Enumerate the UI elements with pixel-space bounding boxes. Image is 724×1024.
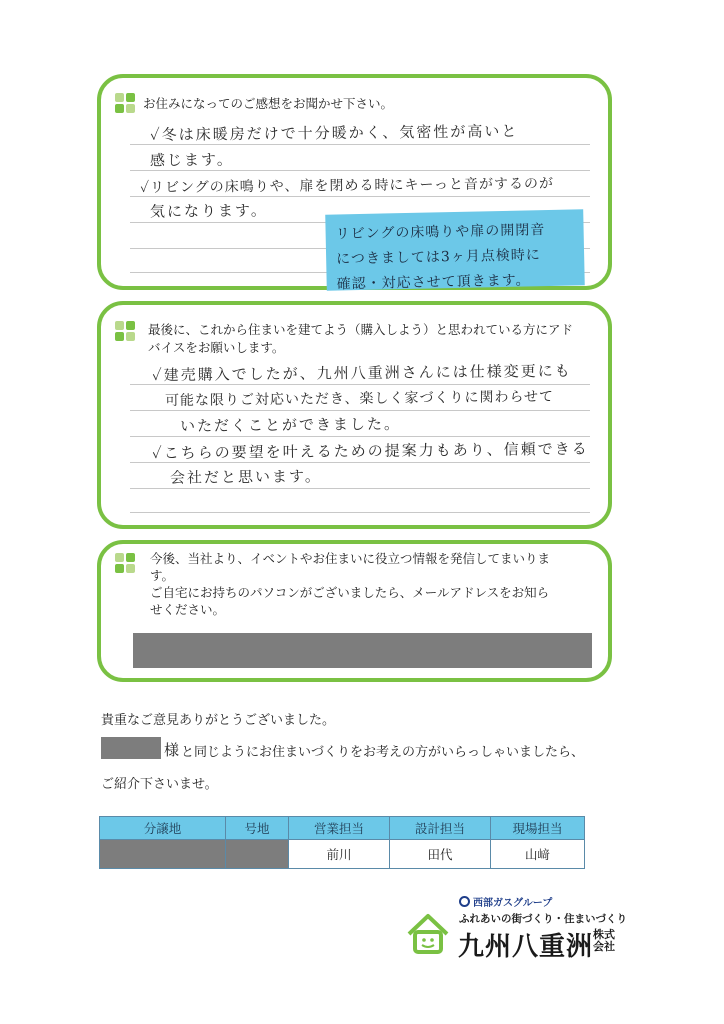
answer-rule <box>130 170 590 171</box>
clover-squares-icon <box>115 321 137 343</box>
answer-rule <box>130 436 590 437</box>
impressions-question: お住みになってのご感想をお聞かせ下さい。 <box>143 96 394 111</box>
handwritten-answer-line: ✓建売購入でしたが、九州八重洲さんには仕様変更にも <box>151 361 572 385</box>
design-staff: 田代 <box>390 840 491 869</box>
clover-squares-icon <box>115 553 137 575</box>
handwritten-answer-line: いただくことができました。 <box>179 414 402 436</box>
note-line: リビングの床鳴りや扉の開閉音 <box>335 222 546 243</box>
answer-rule <box>130 488 590 489</box>
newsletter-line: ご自宅にお持ちのパソコンがございましたら、メールアドレスをお知ら <box>150 585 550 600</box>
staff-table-row <box>100 840 585 869</box>
sticky-note-response <box>325 209 585 293</box>
lot-number-redaction <box>226 840 289 869</box>
answer-rule <box>130 512 590 513</box>
question-line: バイスをお願いします。 <box>148 340 285 355</box>
header-lot-number: 号地 <box>226 817 289 840</box>
handwritten-answer-line: ✓こちらの要望を叶えるための提案力もあり、信頼できる <box>151 439 589 463</box>
lot-redaction <box>100 840 226 869</box>
group-name: 西部ガスグループ <box>459 894 552 909</box>
staff-table <box>99 816 585 869</box>
sales-staff: 前川 <box>289 840 390 869</box>
newsletter-line: 今後、当社より、イベントやお住まいに役立つ情報を発信してまいりま <box>150 551 551 566</box>
header-lot: 分譲地 <box>100 817 226 840</box>
newsletter-line: せください。 <box>150 602 226 617</box>
handwritten-answer-line: 感じます。 <box>149 150 234 170</box>
site-staff: 山﨑 <box>491 840 585 869</box>
referral-request: ご紹介下さいませ。 <box>101 777 218 792</box>
note-line: 確認・対応させて頂きます。 <box>336 272 531 293</box>
brand-slogan: ふれあいの街づくり・住まいづくり <box>459 913 627 925</box>
advice-question <box>148 321 573 357</box>
handwritten-answer-line: ✓リビングの床鳴りや、扉を閉める時にキーっと音がするのが <box>139 175 555 197</box>
honorific-text: 様 <box>164 741 180 759</box>
clover-squares-icon <box>115 93 137 115</box>
company-suffix: 株式会社 <box>593 928 615 953</box>
note-line: につきましては3ヶ月点検時に <box>336 247 541 268</box>
newsletter-text <box>150 550 550 618</box>
question-line: 最後に、これから住まいを建てよう（購入しよう）と思われている方にアド <box>148 322 574 337</box>
staff-table-header-row <box>100 817 585 840</box>
name-redaction <box>101 737 161 759</box>
referral-text: と同じようにお住まいづくりをお考えの方がいらっしゃいましたら、 <box>181 745 585 760</box>
header-site: 現場担当 <box>491 817 585 840</box>
header-design: 設計担当 <box>390 817 491 840</box>
house-smile-logo-icon <box>405 912 451 956</box>
handwritten-answer-line: 気になります。 <box>149 201 268 221</box>
saibu-gas-logo-icon <box>459 896 470 907</box>
header-sales: 営業担当 <box>289 817 390 840</box>
email-redaction <box>133 633 592 668</box>
thanks-text: 貴重なご意見ありがとうございました。 <box>101 713 336 728</box>
newsletter-line: す。 <box>150 568 175 583</box>
answer-rule <box>130 410 590 411</box>
handwritten-answer-line: 会社だと思います。 <box>169 467 322 487</box>
handwritten-answer-line: 可能な限りご対応いただき、楽しく家づくりに関わらせて <box>164 388 555 410</box>
company-name: 九州八重洲 <box>458 932 594 962</box>
handwritten-answer-line: ✓冬は床暖房だけで十分暖かく、気密性が高いと <box>149 122 519 144</box>
